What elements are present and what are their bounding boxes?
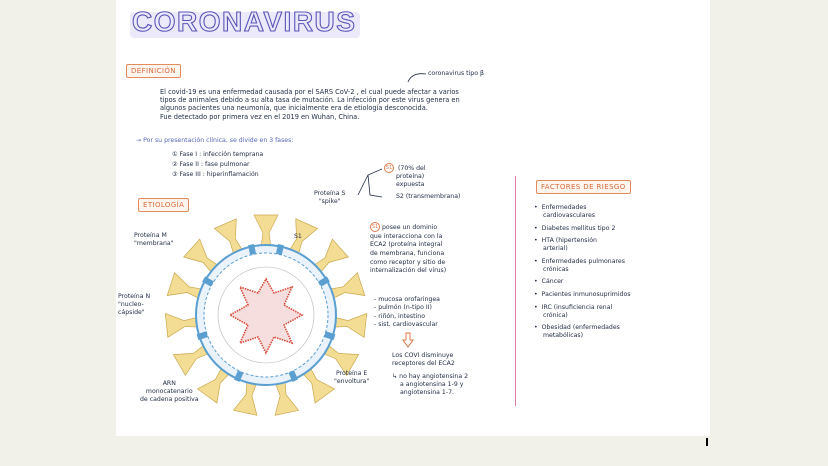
proteina-s-label (314, 190, 345, 206)
factor-text: cardiovasculares (543, 211, 596, 219)
coronavirus-tipo-note: coronavirus tipo β (428, 70, 484, 77)
down-arrow-icon (402, 332, 414, 348)
factor-text: Pacientes inmunosuprimidos (541, 291, 631, 298)
proteina-e-label (334, 370, 369, 386)
factor-text: crónicas (543, 265, 569, 273)
s1-circle: S1 (371, 224, 379, 230)
eca2-effect (392, 352, 455, 368)
s1-locations (374, 296, 440, 329)
factor-text: crónica) (543, 311, 568, 319)
location-item: - pulmón (n-tipo II) (374, 304, 432, 312)
factor-item (534, 291, 631, 299)
factor-text: arterial) (543, 245, 568, 252)
factor-text: Obesidad (enfermedades (541, 324, 620, 332)
factor-item (534, 278, 631, 286)
factor-item (534, 304, 631, 320)
factor-item (534, 225, 631, 233)
arn-desc: monocatenario (145, 387, 193, 395)
page-title: CORONAVIRUS (132, 6, 357, 37)
s1-circle: S1 (385, 165, 393, 171)
branch-arrow-icon (356, 165, 386, 205)
s2-info: S2 (transmembrana) (396, 193, 461, 200)
location-item: - sist. cardiovascular (374, 321, 438, 329)
s1-info-line: expuesta (396, 180, 425, 188)
angiotensina-line: a angiotensina 1-9 y (400, 380, 464, 388)
fase-item: ① Fase I : infección temprana (172, 151, 264, 158)
proteina-m-label (134, 232, 174, 248)
factor-text: IRC (insuficiencia renal (541, 303, 613, 311)
eca2-line: Los COVI disminuye (392, 352, 454, 359)
definicion-line: algunos pacientes una neumonía, que inicialmente era de etiología desconocida. (160, 104, 428, 113)
etiologia-heading: ETIOLOGÍA (138, 198, 189, 212)
arn-desc: de cadena positiva (140, 395, 199, 403)
factor-text: Diabetes mellitus tipo 2 (541, 224, 616, 232)
fases-intro: → Por su presentación clínica, se divide en 3 fases: (136, 137, 294, 144)
definicion-heading: DEFINICIÓN (126, 64, 181, 78)
s1-info-line: (70% del (397, 165, 426, 172)
column-divider (515, 176, 516, 406)
s1-info-line: proteína) (396, 173, 425, 180)
factor-text: Enfermedades (541, 204, 587, 211)
text-cursor (706, 438, 708, 446)
arn-name: ARN (162, 380, 176, 387)
s1-desc-line: que interacciona con la (370, 232, 443, 240)
factor-item (534, 258, 631, 274)
proteina-n-label (118, 293, 150, 316)
s1-description (370, 222, 446, 276)
location-item: - riñón, intestino (374, 312, 425, 320)
factores-list (534, 204, 631, 345)
proteina-n-alias: "nucleo- (118, 300, 144, 308)
factor-text: Cáncer (541, 278, 564, 286)
location-item: - mucosa orofaringea (374, 296, 440, 303)
s1-desc-line: como receptor y sitio de (370, 258, 446, 266)
notebook-page (116, 0, 710, 436)
s1-desc-line: posee un dominio (382, 224, 438, 231)
fase-item: ③ Fase III : hiperinflamación (172, 170, 259, 178)
proteina-e-name: Proteína E (335, 370, 368, 377)
proteina-s-name: Proteína S (314, 190, 346, 197)
proteina-m-alias: "membrana" (134, 239, 174, 247)
definicion-text (160, 88, 460, 121)
eca2-line: receptores del ECA2 (392, 359, 455, 367)
fases-list (172, 150, 263, 180)
factor-text: Enfermedades pulmonares (541, 257, 625, 265)
s1-info (384, 163, 426, 189)
note-arrow-icon (406, 70, 428, 84)
proteina-e-alias: "envoltura" (334, 377, 370, 385)
proteina-n-name: Proteína N (118, 293, 151, 300)
s1-desc-line: internalización del virus) (370, 267, 447, 275)
proteina-s-alias: "spike" (318, 197, 341, 205)
factores-heading: FACTORES DE RIESGO (536, 180, 631, 194)
proteina-m-name: Proteína M (134, 232, 167, 239)
angiotensina-note (392, 373, 468, 396)
factor-text: metabólicas) (543, 332, 584, 339)
definicion-line: Fue detectado por primera vez en el 2019 en Wuhan, China. (160, 112, 360, 121)
factor-text: HTA (hipertensión (541, 237, 597, 245)
arn-label (140, 380, 199, 403)
factor-item (534, 237, 631, 253)
definicion-line: tipos de animales debido a su alta tasa de mutación. La infección por este virus genera en (160, 96, 460, 105)
fase-item: ② Fase II : fase pulmonar (172, 160, 250, 168)
s1-desc-line: de membrana, funciona (370, 250, 445, 258)
definicion-line: El covid-19 es una enfermedad causada por el SARS CoV-2 , el cual puede afectar a varios (160, 88, 459, 96)
s1-desc-line: ECA2 (proteína integral (370, 241, 443, 249)
factor-item (534, 204, 631, 220)
s1-tag: S1 (294, 233, 302, 240)
factor-item (534, 324, 631, 340)
angiotensina-line: angiotensina 1-7. (400, 388, 454, 396)
proteina-n-alias: cápside" (118, 308, 145, 316)
angiotensina-line: ↳ no hay angiotensina 2 (392, 373, 469, 380)
